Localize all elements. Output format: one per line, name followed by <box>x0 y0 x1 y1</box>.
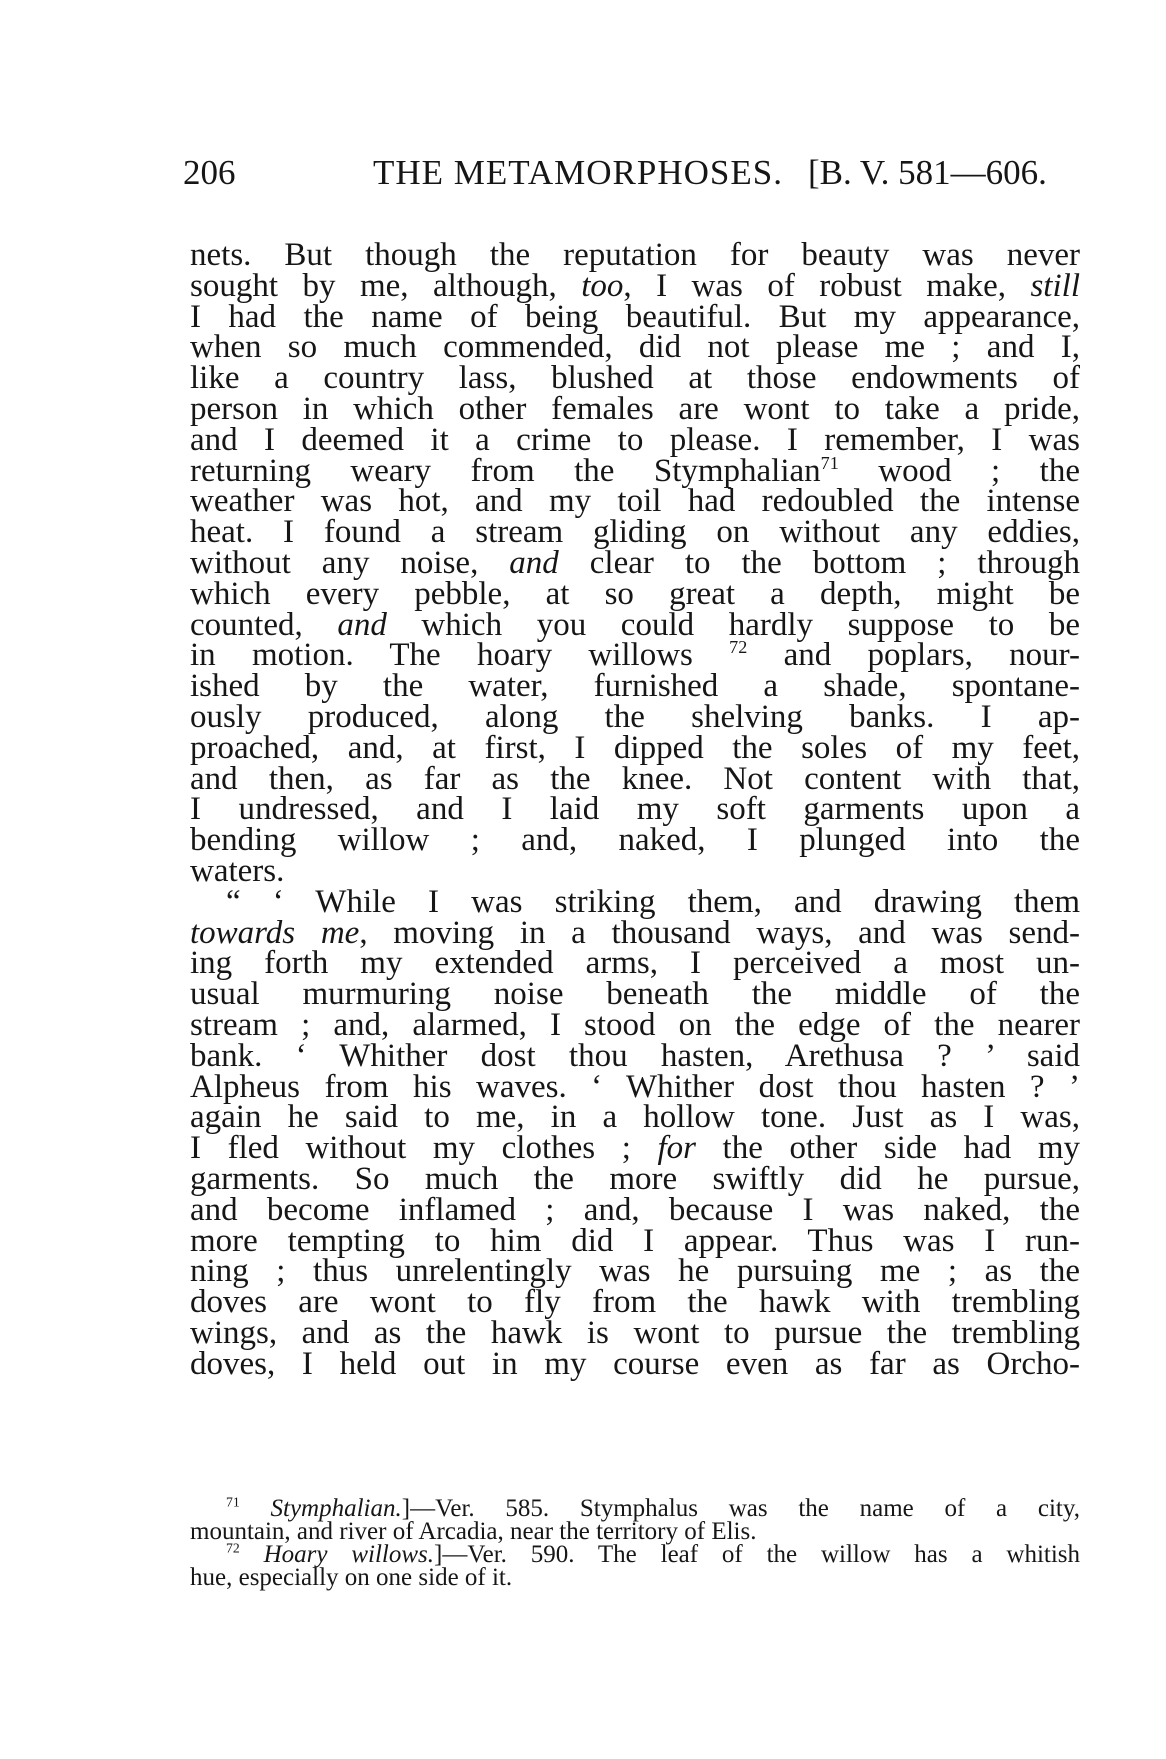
text-line: again he said to me, in a hollow tone. Just as I was, <box>190 1099 1080 1136</box>
text-line: sought by me, although, too, I was of robust make, still <box>190 267 1080 304</box>
text-line: and then, as far as the knee. Not content with that, <box>190 760 1080 797</box>
text-line: ished by the water, furnished a shade, spontane- <box>190 668 1080 705</box>
text-line: which every pebble, at so great a depth, might be <box>190 575 1080 612</box>
text-line: bank. ‘ Whither dost thou hasten, Arethusa ? ’ said <box>190 1037 1080 1074</box>
text-line: I undressed, and I laid my soft garments upon a <box>190 791 1080 828</box>
text-line: I had the name of being beautiful. But my appearance, <box>190 298 1080 335</box>
text-line: usual murmuring noise beneath the middle of the <box>190 976 1080 1013</box>
footnote-ref-71: 71 <box>820 452 839 473</box>
book-title: THE METAMORPHOSES. <box>373 153 783 192</box>
text-line: returning weary from the Stymphalian$^{71}$ wood ; the <box>190 452 1080 489</box>
footnotes <box>190 1494 1081 1591</box>
text-line: without any noise, and clear to the bottom ; through <box>190 544 1080 581</box>
text-line: heat. I found a stream gliding on without any eddies, <box>190 514 1080 551</box>
text-line: person in which other females are wont to take a pride, <box>190 390 1080 427</box>
running-head <box>183 148 1083 198</box>
text-line: and become inflamed ; and, because I was naked, the <box>190 1191 1080 1228</box>
footnote-72-continued: hue, especially on one side of it. <box>190 1564 513 1591</box>
text-line: Alpheus from his waves. ‘ Whither dost thou hasten ? ’ <box>190 1068 1080 1105</box>
footnote-71-continued: mountain, and river of Arcadia, near the territory of Elis. <box>190 1518 757 1545</box>
text-line: stream ; and, alarmed, I stood on the edge of the nearer <box>190 1006 1080 1043</box>
text-line: waters. <box>190 852 285 889</box>
text-line: bending willow ; and, naked, I plunged into the <box>190 822 1080 859</box>
body-text <box>190 237 1081 1382</box>
text-line: proached, and, at first, I dipped the soles of my feet, <box>190 729 1080 766</box>
text-line: ning ; thus unrelentingly was he pursuing me ; as the <box>190 1253 1080 1290</box>
text-line: counted, and which you could hardly suppose to be <box>190 606 1080 643</box>
footnote-ref-72: 72 <box>729 637 748 658</box>
text-line: more tempting to him did I appear. Thus was I run- <box>190 1222 1080 1259</box>
text-line: nets. But though the reputation for beauty was never <box>190 237 1080 273</box>
text-line: wings, and as the hawk is wont to pursue the trembling <box>190 1314 1080 1351</box>
text-line: towards me, moving in a thousand ways, and was send- <box>190 914 1081 951</box>
text-line: and I deemed it a crime to please. I remember, I was <box>190 421 1080 458</box>
footnote-72: $^{72}$ Hoary willows.]—Ver. 590. The leaf of the willow has a whitish <box>226 1540 1081 1568</box>
text-line: ously produced, along the shelving banks. I ap- <box>190 698 1080 735</box>
footnote-number: 72 <box>226 1540 240 1556</box>
footnote-71: $^{71}$ Stymphalian.]—Ver. 585. Stymphalus was the name of a city, <box>226 1494 1081 1522</box>
text-line: garments. So much the more swiftly did he pursue, <box>190 1160 1080 1197</box>
footnote-number: 71 <box>226 1494 240 1510</box>
text-line: weather was hot, and my toil had redoubled the intense <box>190 483 1080 520</box>
text-line: in motion. The hoary willows $^{72}$ and poplars, nour- <box>190 637 1080 674</box>
text-line: doves, I held out in my course even as far as Orcho- <box>190 1345 1080 1382</box>
text-line: ing forth my extended arms, I perceived a most un- <box>190 945 1080 982</box>
text-line: I fled without my clothes ; for the other side had my <box>190 1130 1080 1167</box>
page-number: 206 <box>183 153 236 192</box>
text-line: like a country lass, blushed at those endowments of <box>190 360 1080 397</box>
text-line: when so much commended, did not please me ; and I, <box>190 329 1080 366</box>
text-line: doves are wont to fly from the hawk with trembling <box>190 1284 1080 1321</box>
text-line: “ ‘ While I was striking them, and drawing them <box>226 883 1080 920</box>
book-verse-reference: [B. V. 581—606. <box>808 153 1047 192</box>
